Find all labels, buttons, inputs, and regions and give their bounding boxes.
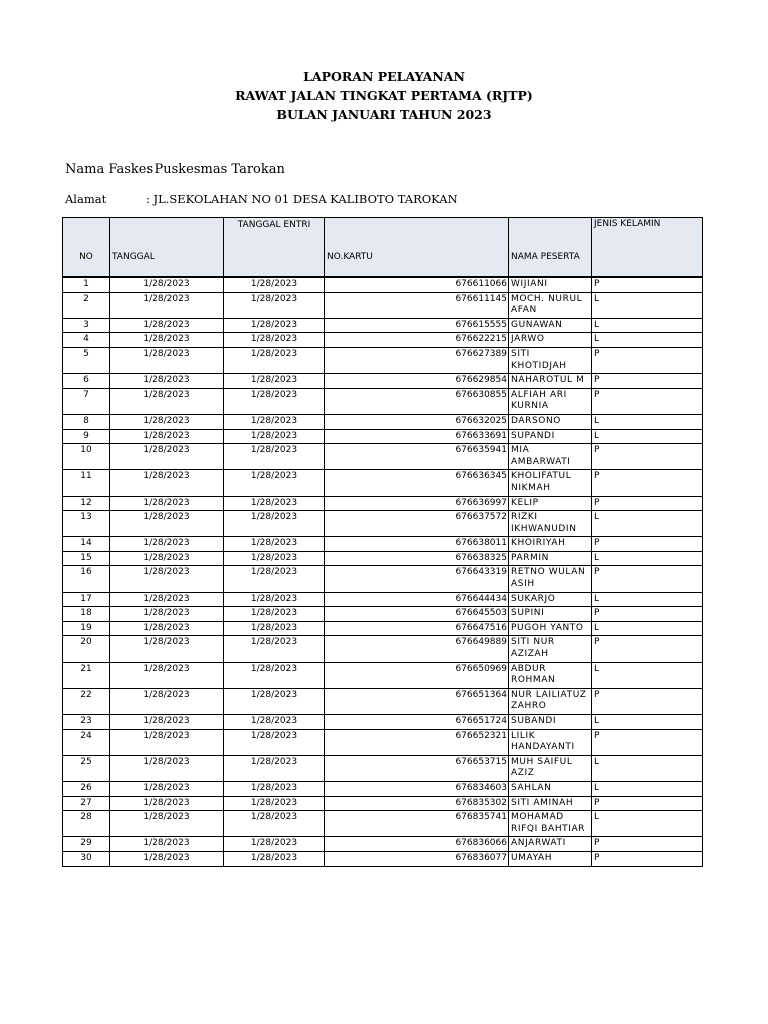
cell-tanggal-entri: 1/28/2023: [224, 277, 325, 292]
cell-jenis-kelamin: L: [592, 662, 703, 688]
cell-jenis-kelamin: P: [592, 729, 703, 755]
cell-tanggal-entri: 1/28/2023: [224, 621, 325, 636]
table-row: [63, 621, 703, 636]
cell-tanggal: 1/28/2023: [110, 277, 224, 292]
table-row: [63, 688, 703, 714]
cell-nama-peserta: MUH SAIFUL AZIZ: [509, 755, 592, 781]
alamat-value: : JL.SEKOLAHAN NO 01 DESA KALIBOTO TAROKAN: [146, 192, 458, 206]
column-header-no: NO: [63, 218, 110, 278]
cell-no: 27: [63, 796, 110, 811]
cell-jenis-kelamin: P: [592, 347, 703, 373]
table-body: [63, 277, 703, 866]
column-header-tanggal-entri: TANGGAL ENTRI: [224, 218, 325, 278]
cell-tanggal-entri: 1/28/2023: [224, 347, 325, 373]
cell-nama-peserta: NUR LAILIATUZ ZAHRO: [509, 688, 592, 714]
cell-no-kartu: 676645503: [325, 607, 509, 622]
cell-tanggal-entri: 1/28/2023: [224, 755, 325, 781]
cell-no: 23: [63, 715, 110, 730]
table-row: [63, 333, 703, 348]
table-row: [63, 374, 703, 389]
cell-no: 7: [63, 388, 110, 414]
cell-no: 22: [63, 688, 110, 714]
cell-tanggal: 1/28/2023: [110, 781, 224, 796]
cell-tanggal-entri: 1/28/2023: [224, 715, 325, 730]
cell-nama-peserta: GUNAWAN: [509, 318, 592, 333]
table-row: [63, 851, 703, 866]
cell-no-kartu: 676615555: [325, 318, 509, 333]
cell-nama-peserta: SUKARJO: [509, 592, 592, 607]
cell-no: 10: [63, 444, 110, 470]
cell-jenis-kelamin: P: [592, 796, 703, 811]
cell-jenis-kelamin: P: [592, 636, 703, 662]
report-subtitle: RAWAT JALAN TINGKAT PERTAMA (RJTP): [235, 88, 533, 103]
cell-tanggal: 1/28/2023: [110, 607, 224, 622]
cell-tanggal-entri: 1/28/2023: [224, 837, 325, 852]
cell-nama-peserta: SUPINI: [509, 607, 592, 622]
cell-no: 25: [63, 755, 110, 781]
cell-jenis-kelamin: P: [592, 837, 703, 852]
table-row: [63, 347, 703, 373]
cell-tanggal: 1/28/2023: [110, 837, 224, 852]
cell-nama-peserta: NAHAROTUL M: [509, 374, 592, 389]
cell-no: 28: [63, 811, 110, 837]
cell-no-kartu: 676643319: [325, 566, 509, 592]
cell-nama-peserta: KHOIRIYAH: [509, 537, 592, 552]
table-row: [63, 755, 703, 781]
cell-nama-peserta: DARSONO: [509, 414, 592, 429]
cell-no-kartu: 676636345: [325, 470, 509, 496]
cell-no: 13: [63, 511, 110, 537]
cell-tanggal: 1/28/2023: [110, 414, 224, 429]
cell-tanggal: 1/28/2023: [110, 388, 224, 414]
table-row: [63, 566, 703, 592]
table-row: [63, 592, 703, 607]
cell-no-kartu: 676651724: [325, 715, 509, 730]
cell-no: 4: [63, 333, 110, 348]
cell-tanggal: 1/28/2023: [110, 621, 224, 636]
cell-tanggal: 1/28/2023: [110, 796, 224, 811]
cell-nama-peserta: SUBANDI: [509, 715, 592, 730]
cell-tanggal-entri: 1/28/2023: [224, 511, 325, 537]
table-row: [63, 318, 703, 333]
cell-no-kartu: 676652321: [325, 729, 509, 755]
cell-no-kartu: 676611145: [325, 292, 509, 318]
cell-tanggal-entri: 1/28/2023: [224, 636, 325, 662]
cell-no: 26: [63, 781, 110, 796]
cell-nama-peserta: SITI NUR AZIZAH: [509, 636, 592, 662]
cell-no: 17: [63, 592, 110, 607]
faskes-label: Nama Faskes: [65, 162, 154, 177]
cell-tanggal-entri: 1/28/2023: [224, 333, 325, 348]
table-row: [63, 470, 703, 496]
cell-jenis-kelamin: P: [592, 277, 703, 292]
cell-jenis-kelamin: P: [592, 566, 703, 592]
column-header-nama-peserta: NAMA PESERTA: [509, 218, 592, 278]
alamat-label: Alamat: [65, 192, 107, 206]
table-row: [63, 796, 703, 811]
cell-tanggal: 1/28/2023: [110, 347, 224, 373]
cell-nama-peserta: SITI AMINAH: [509, 796, 592, 811]
cell-no: 19: [63, 621, 110, 636]
cell-no: 3: [63, 318, 110, 333]
cell-tanggal: 1/28/2023: [110, 292, 224, 318]
cell-no: 16: [63, 566, 110, 592]
cell-tanggal-entri: 1/28/2023: [224, 551, 325, 566]
cell-no-kartu: 676650969: [325, 662, 509, 688]
cell-tanggal: 1/28/2023: [110, 592, 224, 607]
cell-tanggal: 1/28/2023: [110, 566, 224, 592]
cell-no-kartu: 676644434: [325, 592, 509, 607]
cell-no: 18: [63, 607, 110, 622]
table-row: [63, 277, 703, 292]
cell-jenis-kelamin: L: [592, 318, 703, 333]
cell-tanggal: 1/28/2023: [110, 318, 224, 333]
cell-nama-peserta: PARMIN: [509, 551, 592, 566]
table-row: [63, 811, 703, 837]
cell-nama-peserta: ALFIAH ARI KURNIA: [509, 388, 592, 414]
cell-nama-peserta: KELIP: [509, 496, 592, 511]
cell-no: 2: [63, 292, 110, 318]
cell-no-kartu: 676647516: [325, 621, 509, 636]
cell-nama-peserta: LILIK HANDAYANTI: [509, 729, 592, 755]
cell-no-kartu: 676835302: [325, 796, 509, 811]
cell-tanggal-entri: 1/28/2023: [224, 537, 325, 552]
cell-tanggal: 1/28/2023: [110, 444, 224, 470]
table-row: [63, 414, 703, 429]
cell-jenis-kelamin: L: [592, 781, 703, 796]
cell-nama-peserta: PUGOH YANTO: [509, 621, 592, 636]
faskes-value: : Puskesmas Tarokan: [146, 162, 285, 177]
table-row: [63, 511, 703, 537]
cell-no-kartu: 676834603: [325, 781, 509, 796]
table-row: [63, 837, 703, 852]
cell-tanggal-entri: 1/28/2023: [224, 496, 325, 511]
table-row: [63, 715, 703, 730]
table-row: [63, 607, 703, 622]
table-row: [63, 292, 703, 318]
cell-nama-peserta: MOCH. NURUL AFAN: [509, 292, 592, 318]
cell-tanggal: 1/28/2023: [110, 851, 224, 866]
cell-no: 29: [63, 837, 110, 852]
cell-tanggal: 1/28/2023: [110, 551, 224, 566]
cell-tanggal-entri: 1/28/2023: [224, 470, 325, 496]
cell-no: 6: [63, 374, 110, 389]
cell-tanggal: 1/28/2023: [110, 333, 224, 348]
cell-no-kartu: 676836066: [325, 837, 509, 852]
cell-jenis-kelamin: P: [592, 388, 703, 414]
cell-jenis-kelamin: L: [592, 592, 703, 607]
cell-no-kartu: 676638011: [325, 537, 509, 552]
cell-no-kartu: 676629854: [325, 374, 509, 389]
cell-no-kartu: 676637572: [325, 511, 509, 537]
cell-tanggal-entri: 1/28/2023: [224, 374, 325, 389]
cell-tanggal: 1/28/2023: [110, 374, 224, 389]
cell-no-kartu: 676632025: [325, 414, 509, 429]
cell-jenis-kelamin: L: [592, 511, 703, 537]
cell-no-kartu: 676611066: [325, 277, 509, 292]
cell-nama-peserta: SAHLAN: [509, 781, 592, 796]
cell-no: 14: [63, 537, 110, 552]
cell-no: 21: [63, 662, 110, 688]
cell-no-kartu: 676627389: [325, 347, 509, 373]
cell-tanggal-entri: 1/28/2023: [224, 688, 325, 714]
cell-nama-peserta: RETNO WULAN ASIH: [509, 566, 592, 592]
table-row: [63, 636, 703, 662]
cell-tanggal: 1/28/2023: [110, 715, 224, 730]
report-period: BULAN JANUARI TAHUN 2023: [276, 107, 492, 122]
table-row: [63, 444, 703, 470]
cell-no-kartu: 676635941: [325, 444, 509, 470]
cell-tanggal-entri: 1/28/2023: [224, 729, 325, 755]
column-header-no-kartu: NO.KARTU: [325, 218, 509, 278]
cell-tanggal: 1/28/2023: [110, 729, 224, 755]
cell-no-kartu: 676835741: [325, 811, 509, 837]
cell-tanggal-entri: 1/28/2023: [224, 851, 325, 866]
cell-nama-peserta: ANJARWATI: [509, 837, 592, 852]
table-row: [63, 551, 703, 566]
cell-tanggal-entri: 1/28/2023: [224, 811, 325, 837]
cell-jenis-kelamin: L: [592, 551, 703, 566]
cell-no-kartu: 676633691: [325, 429, 509, 444]
cell-tanggal: 1/28/2023: [110, 470, 224, 496]
cell-no-kartu: 676636997: [325, 496, 509, 511]
table-row: [63, 781, 703, 796]
cell-tanggal: 1/28/2023: [110, 429, 224, 444]
cell-tanggal-entri: 1/28/2023: [224, 566, 325, 592]
cell-tanggal-entri: 1/28/2023: [224, 388, 325, 414]
cell-tanggal-entri: 1/28/2023: [224, 292, 325, 318]
cell-no: 20: [63, 636, 110, 662]
cell-nama-peserta: SITI KHOTIDJAH: [509, 347, 592, 373]
table-row: [63, 729, 703, 755]
cell-jenis-kelamin: P: [592, 374, 703, 389]
cell-no-kartu: 676651364: [325, 688, 509, 714]
cell-no: 11: [63, 470, 110, 496]
cell-nama-peserta: KHOLIFATUL NIKMAH: [509, 470, 592, 496]
table-row: [63, 388, 703, 414]
cell-jenis-kelamin: L: [592, 755, 703, 781]
cell-nama-peserta: WIJIANI: [509, 277, 592, 292]
table-row: [63, 496, 703, 511]
table-row: [63, 537, 703, 552]
cell-no: 15: [63, 551, 110, 566]
cell-jenis-kelamin: P: [592, 537, 703, 552]
table-row: [63, 429, 703, 444]
cell-tanggal-entri: 1/28/2023: [224, 662, 325, 688]
cell-jenis-kelamin: P: [592, 851, 703, 866]
cell-tanggal: 1/28/2023: [110, 755, 224, 781]
cell-tanggal-entri: 1/28/2023: [224, 318, 325, 333]
cell-jenis-kelamin: P: [592, 444, 703, 470]
cell-no-kartu: 676653715: [325, 755, 509, 781]
cell-tanggal-entri: 1/28/2023: [224, 607, 325, 622]
table-row: [63, 662, 703, 688]
cell-no-kartu: 676836077: [325, 851, 509, 866]
cell-nama-peserta: JARWO: [509, 333, 592, 348]
cell-jenis-kelamin: P: [592, 470, 703, 496]
cell-no-kartu: 676622215: [325, 333, 509, 348]
cell-tanggal-entri: 1/28/2023: [224, 444, 325, 470]
cell-jenis-kelamin: L: [592, 333, 703, 348]
cell-jenis-kelamin: L: [592, 414, 703, 429]
cell-tanggal-entri: 1/28/2023: [224, 796, 325, 811]
cell-tanggal: 1/28/2023: [110, 636, 224, 662]
cell-no: 24: [63, 729, 110, 755]
cell-nama-peserta: UMAYAH: [509, 851, 592, 866]
cell-tanggal: 1/28/2023: [110, 511, 224, 537]
patient-table: [62, 217, 703, 867]
cell-tanggal-entri: 1/28/2023: [224, 429, 325, 444]
cell-tanggal: 1/28/2023: [110, 496, 224, 511]
cell-jenis-kelamin: L: [592, 811, 703, 837]
cell-jenis-kelamin: L: [592, 715, 703, 730]
cell-tanggal-entri: 1/28/2023: [224, 592, 325, 607]
cell-jenis-kelamin: L: [592, 292, 703, 318]
cell-no-kartu: 676630855: [325, 388, 509, 414]
cell-jenis-kelamin: P: [592, 496, 703, 511]
cell-jenis-kelamin: L: [592, 621, 703, 636]
cell-no: 8: [63, 414, 110, 429]
cell-nama-peserta: ABDUR ROHMAN: [509, 662, 592, 688]
cell-tanggal-entri: 1/28/2023: [224, 414, 325, 429]
cell-nama-peserta: MIA AMBARWATI: [509, 444, 592, 470]
report-title: LAPORAN PELAYANAN: [303, 69, 465, 84]
cell-no-kartu: 676649889: [325, 636, 509, 662]
cell-tanggal: 1/28/2023: [110, 537, 224, 552]
cell-tanggal-entri: 1/28/2023: [224, 781, 325, 796]
cell-no: 9: [63, 429, 110, 444]
cell-tanggal: 1/28/2023: [110, 662, 224, 688]
cell-no: 12: [63, 496, 110, 511]
cell-jenis-kelamin: P: [592, 607, 703, 622]
cell-no: 30: [63, 851, 110, 866]
cell-jenis-kelamin: L: [592, 429, 703, 444]
cell-nama-peserta: SUPANDI: [509, 429, 592, 444]
cell-tanggal: 1/28/2023: [110, 688, 224, 714]
column-header-jenis-kelamin: JENIS KELAMIN: [592, 218, 703, 278]
cell-tanggal: 1/28/2023: [110, 811, 224, 837]
cell-no-kartu: 676638325: [325, 551, 509, 566]
cell-nama-peserta: MOHAMAD RIFQI BAHTIAR: [509, 811, 592, 837]
table-header-row: [63, 218, 703, 278]
cell-jenis-kelamin: P: [592, 688, 703, 714]
cell-no: 5: [63, 347, 110, 373]
column-header-tanggal: TANGGAL: [110, 218, 224, 278]
cell-no: 1: [63, 277, 110, 292]
cell-nama-peserta: RIZKI IKHWANUDIN: [509, 511, 592, 537]
